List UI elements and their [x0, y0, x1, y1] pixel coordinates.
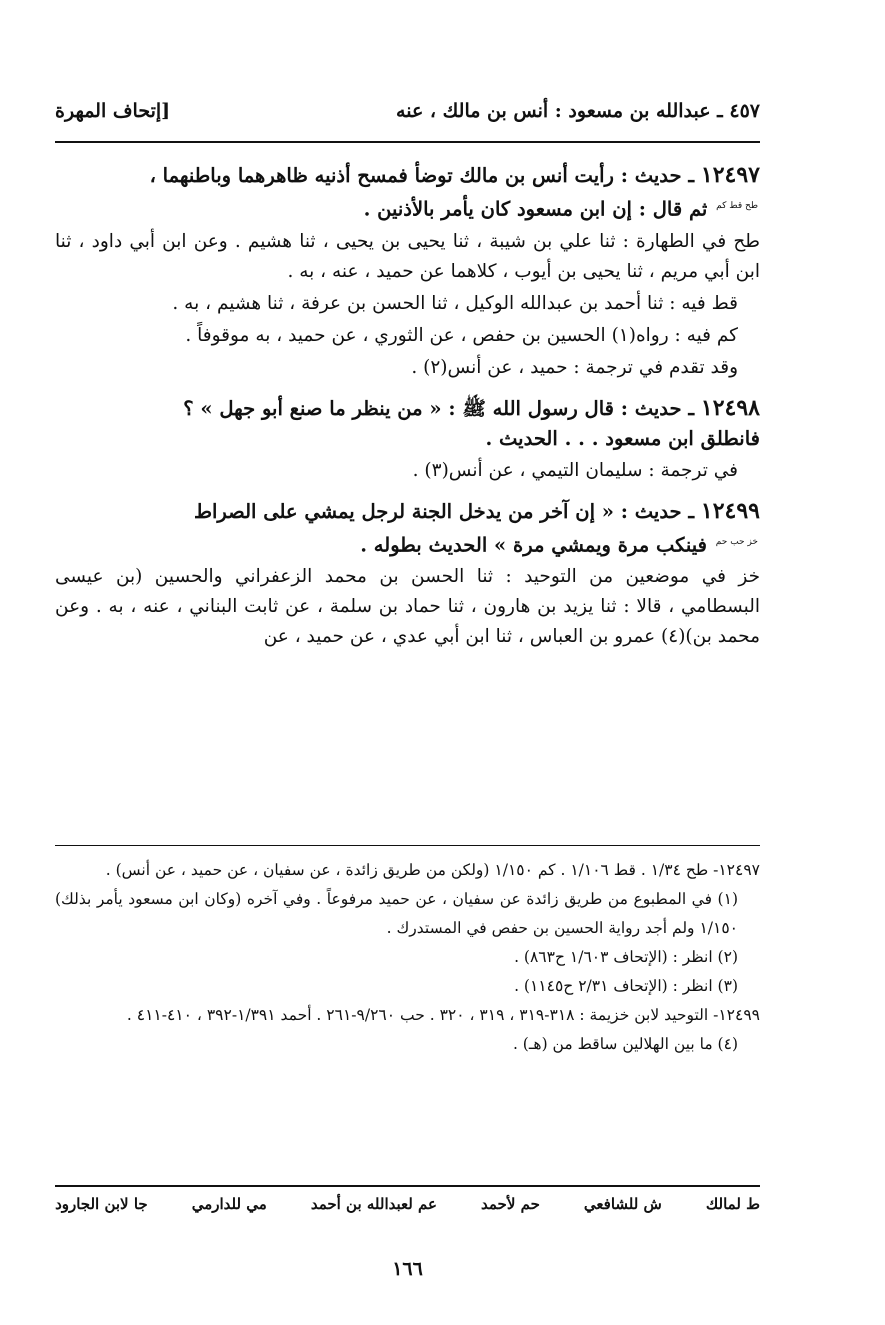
- running-title: ٤٥٧ ـ عبدالله بن مسعود : أنس بن مالك ، عنه: [396, 100, 760, 122]
- abbreviation: جا لابن الجارود: [55, 1195, 148, 1213]
- source-paragraph: كم فيه : رواه(١) الحسين بن حفص ، عن الثوري ، عن حميد ، به موقوفاً .: [185, 324, 738, 346]
- footnote: ١٢٤٩٧- طح ١/٣٤ . قط ١/١٠٦ . كم ١/١٥٠ (ولكن من طريق زائدة ، عن سفيان ، عن حميد ، عن أنس) .: [105, 861, 760, 879]
- abbreviation-key: [55, 1195, 760, 1213]
- source-codes: طح قط كم: [716, 201, 758, 211]
- abbreviation: مي للدارمي: [191, 1195, 267, 1213]
- hadith-number: ١٢٤٩٨: [700, 394, 760, 421]
- book-title: [إتحاف المهرة: [55, 100, 171, 122]
- source-paragraph: في ترجمة : سليمان التيمي ، عن أنس(٣) .: [412, 459, 738, 481]
- footnote: (٣) انظر : (الإتحاف ٢/٣١ ح١١٤٥) .: [514, 977, 738, 995]
- hadith-text-line: ـ حديث : رأيت أنس بن مالك توضأ فمسح أذنيه ظاهرهما وباطنهما ،: [149, 164, 695, 187]
- hadith-entry: [55, 160, 760, 225]
- main-text: [55, 160, 760, 654]
- hadith-text-line: ثم قال : إن ابن مسعود كان يأمر بالأذنين .: [363, 197, 708, 221]
- abbreviation: ش للشافعي: [583, 1195, 662, 1213]
- hadith-entry: [55, 393, 760, 454]
- footnotes: [55, 856, 760, 1059]
- hadith-text-line: فانطلق ابن مسعود . . . الحديث .: [485, 426, 760, 450]
- abbreviation: حم لأحمد: [481, 1195, 540, 1213]
- source-paragraph: قط فيه : ثنا أحمد بن عبدالله الوكيل ، ثنا الحسن بن عرفة ، ثنا هشيم ، به .: [172, 292, 738, 314]
- footnote: (٢) انظر : (الإتحاف ١/٦٠٣ ح٨٦٣) .: [514, 948, 738, 966]
- hadith-entry: [55, 496, 760, 561]
- source-paragraph: طح في الطهارة : ثنا علي بن شيبة ، ثنا يحيى بن يحيى ، ثنا هشيم . وعن ابن أبي داود ، ثنا ابن أبي مريم ، ثنا يحيى بن أيوب ، كلاهما عن حميد ، عنه ، به .: [55, 230, 760, 282]
- hadith-text-line: فينكب مرة ويمشي مرة » الحديث بطوله .: [360, 533, 707, 556]
- hadith-number: ١٢٤٩٩: [700, 497, 760, 524]
- footnote-rule: [55, 845, 760, 846]
- abbreviation-rule: [55, 1185, 760, 1187]
- hadith-number: ١٢٤٩٧: [700, 162, 760, 188]
- hadith-text-line: ـ حديث : قال رسول الله ﷺ : « من ينظر ما صنع أبو جهل » ؟: [183, 396, 695, 420]
- header-rule: [55, 141, 760, 143]
- hadith-text-line: ـ حديث : « إن آخر من يدخل الجنة لرجل يمشي على الصراط: [193, 499, 695, 523]
- source-paragraph: وقد تقدم في ترجمة : حميد ، عن أنس(٢) .: [411, 356, 738, 378]
- footnote: ١٢٤٩٩- التوحيد لابن خزيمة : ٣١٨-٣١٩ ، ٣١٩ ، ٣٢٠ . حب ٩/٢٦٠-٢٦١ . أحمد ١/٣٩١-٣٩٢ ، ٤١٠-٤١١ .: [126, 1006, 760, 1024]
- abbreviation: ط لمالك: [705, 1195, 760, 1213]
- source-codes: خز حب حم: [715, 536, 758, 547]
- source-paragraph: خز في موضعين من التوحيد : ثنا الحسن بن محمد الزعفراني والحسين (بن عيسى البسطامي ، قالا : ثنا يزيد بن هارون ، ثنا حماد بن سلمة ، عن ثابت البناني ، عنه ، به . وعن محمد بن)(٤) عمرو بن العباس ، ثنا ابن أبي عدي ، عن حميد ، عن: [55, 566, 760, 647]
- abbreviation: عم لعبدالله بن أحمد: [310, 1195, 437, 1213]
- footnote: (١) في المطبوع من طريق زائدة عن سفيان ، عن حميد مرفوعاً . وفي آخره (وكان ابن مسعود يأمر بذلك) ١/١٥٠ ولم أجد رواية الحسين بن حفص في المستدرك .: [55, 890, 738, 937]
- footnote: (٤) ما بين الهلالين ساقط من (هـ) .: [512, 1035, 738, 1053]
- page-number: ١٦٦: [392, 1258, 423, 1280]
- page-header: [55, 95, 760, 127]
